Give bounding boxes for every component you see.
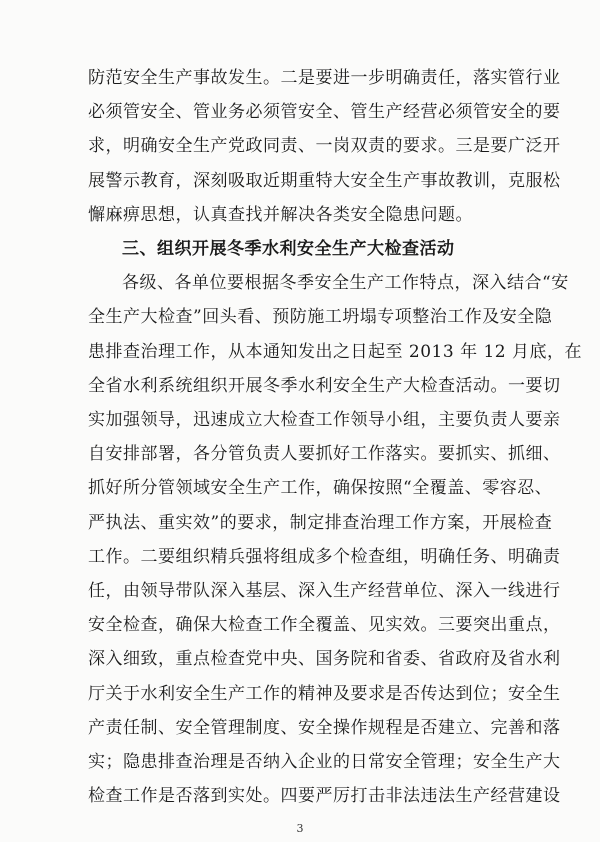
text-line: 全省水利系统组织开展冬季水利安全生产大检查活动。一要切 [88,376,561,396]
page-number: 3 [296,822,304,835]
text-line: 工作。二要组织精兵强将组成多个检查组，明确任务、明确责 [88,547,561,567]
text-line: 实加强领导，迅速成立大检查工作领导小组，主要负责人要亲 [88,410,561,430]
text-line: 各级、各单位要根据冬季安全生产工作特点，深入结合“安 [122,273,569,293]
text-line: 自安排部署，各分管负责人要抓好工作落实。要抓实、抓细、 [88,444,561,464]
text-line: 检查工作是否落到实处。四要严厉打击非法违法生产经营建设 [88,786,561,806]
text-line: 安全检查，确保大检查工作全覆盖、见实效。三要突出重点， [88,615,561,635]
text-line: 展警示教育，深刻吸取近期重特大安全生产事故教训，克服松 [88,171,561,191]
text-line: 深入细致，重点检查党中央、国务院和省委、省政府及省水利 [88,649,561,669]
section-heading: 三、组织开展冬季水利安全生产大检查活动 [122,239,455,259]
text-line: 患排查治理工作，从本通知发出之日起至 2013 年 12 月底，在 [88,342,583,362]
text-line: 防范安全生产事故发生。二是要进一步明确责任，落实管行业 [88,68,561,88]
text-line: 求，明确安全生产党政同责、一岗双责的要求。三是要广泛开 [88,136,561,156]
text-line: 懈麻痹思想，认真查找并解决各类安全隐患问题。 [88,205,473,225]
text-line: 全生产大检查”回头看、预防施工坍塌专项整治工作及安全隐 [88,307,553,327]
text-line: 厅关于水利安全生产工作的精神及要求是否传达到位；安全生 [88,684,561,704]
text-line: 抓好所分管领域安全生产工作，确保按照“全覆盖、零容忍、 [88,478,553,498]
text-line: 产责任制、安全管理制度、安全操作规程是否建立、完善和落 [88,718,561,738]
text-line: 必须管安全、管业务必须管安全、管生产经营必须管安全的要 [88,102,561,122]
text-line: 任，由领导带队深入基层、深入生产经营单位、深入一线进行 [88,581,561,601]
text-line: 实；隐患排查治理是否纳入企业的日常安全管理；安全生产大 [88,752,561,772]
text-line: 严执法、重实效”的要求，制定排查治理工作方案，开展检查 [88,513,553,533]
